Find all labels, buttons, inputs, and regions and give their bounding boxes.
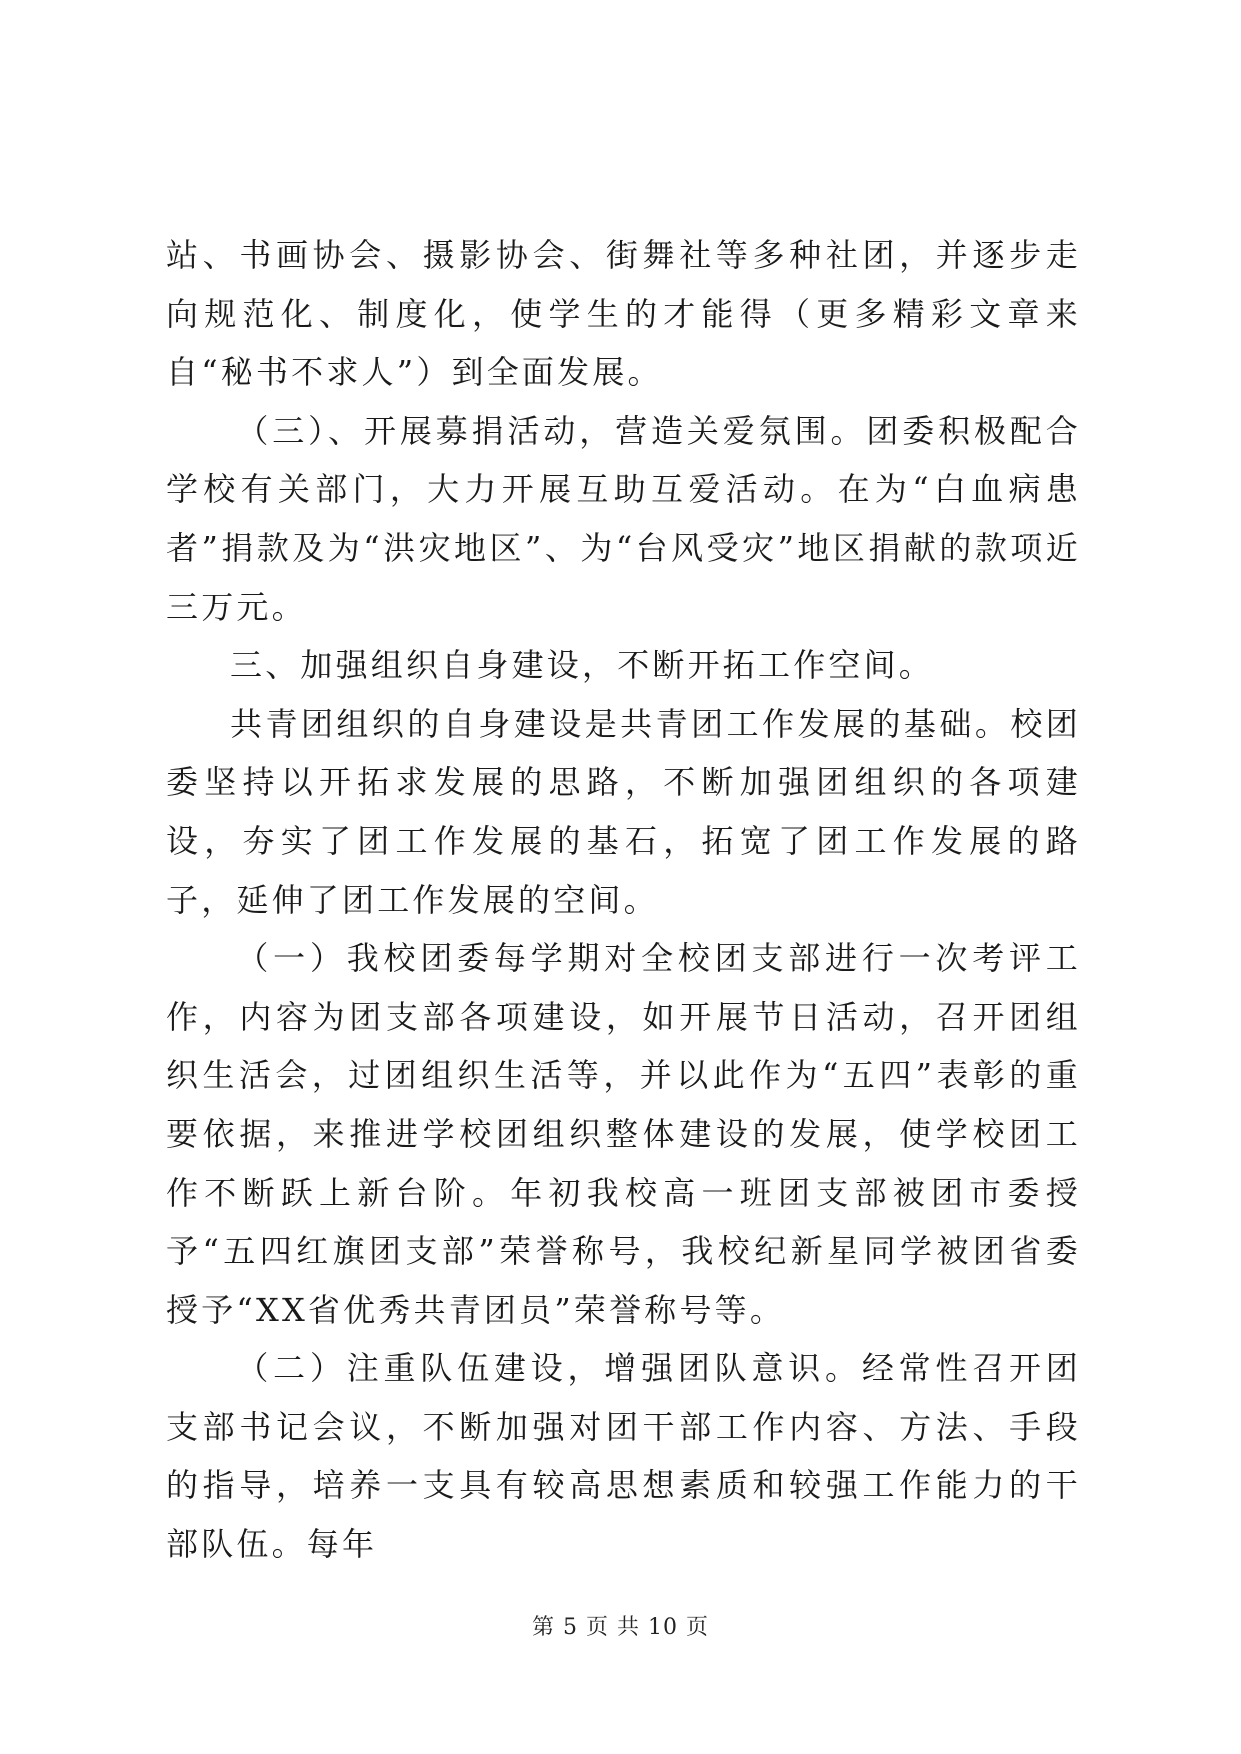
page-number-footer: 第 5 页 共 10 页 [532, 1615, 709, 1640]
paragraph-section-three-fundraising: （三）、开展募捐活动，营造关爱氛围。团委积极配合学校有关部门，大力开展互助互爱活动。在为“白血病患者”捐款及为“洪灾地区”、为“台风受灾”地区捐献的款项近三万元。 [166, 411, 1081, 626]
paragraph-continuation: 站、书画协会、摄影协会、街舞社等多种社团，并逐步走向规范化、制度化，使学生的才能得（更多精彩文章来自“秘书不求人”）到全面发展。 [166, 236, 1081, 392]
paragraph-organization-building: 共青团组织的自身建设是共青团工作发展的基础。校团委坚持以开拓求发展的思路，不断加强团组织的各项建设，夯实了团工作发展的基石，拓宽了团工作发展的路子，延伸了团工作发展的空间。 [166, 704, 1081, 919]
paragraph-subsection-two: （二）注重队伍建设，增强团队意识。经常性召开团支部书记会议，不断加强对团干部工作内容、方法、手段的指导，培养一支具有较高思想素质和较强工作能力的干部队伍。每年 [166, 1349, 1081, 1564]
paragraph-heading-three: 三、加强组织自身建设，不断开拓工作空间。 [230, 646, 935, 685]
document-body [166, 226, 1081, 1574]
paragraph-subsection-one: （一）我校团委每学期对全校团支部进行一次考评工作，内容为团支部各项建设，如开展节日活动，召开团组织生活会，过团组织生活等，并以此作为“五四”表彰的重要依据，来推进学校团组织整体建设的发展，使学校团工作不断跃上新台阶。年初我校高一班团支部被团市委授予“五四红旗团支部”荣誉称号，我校纪新星同学被团省委授予“XX省优秀共青团员”荣誉称号等。 [166, 939, 1081, 1329]
